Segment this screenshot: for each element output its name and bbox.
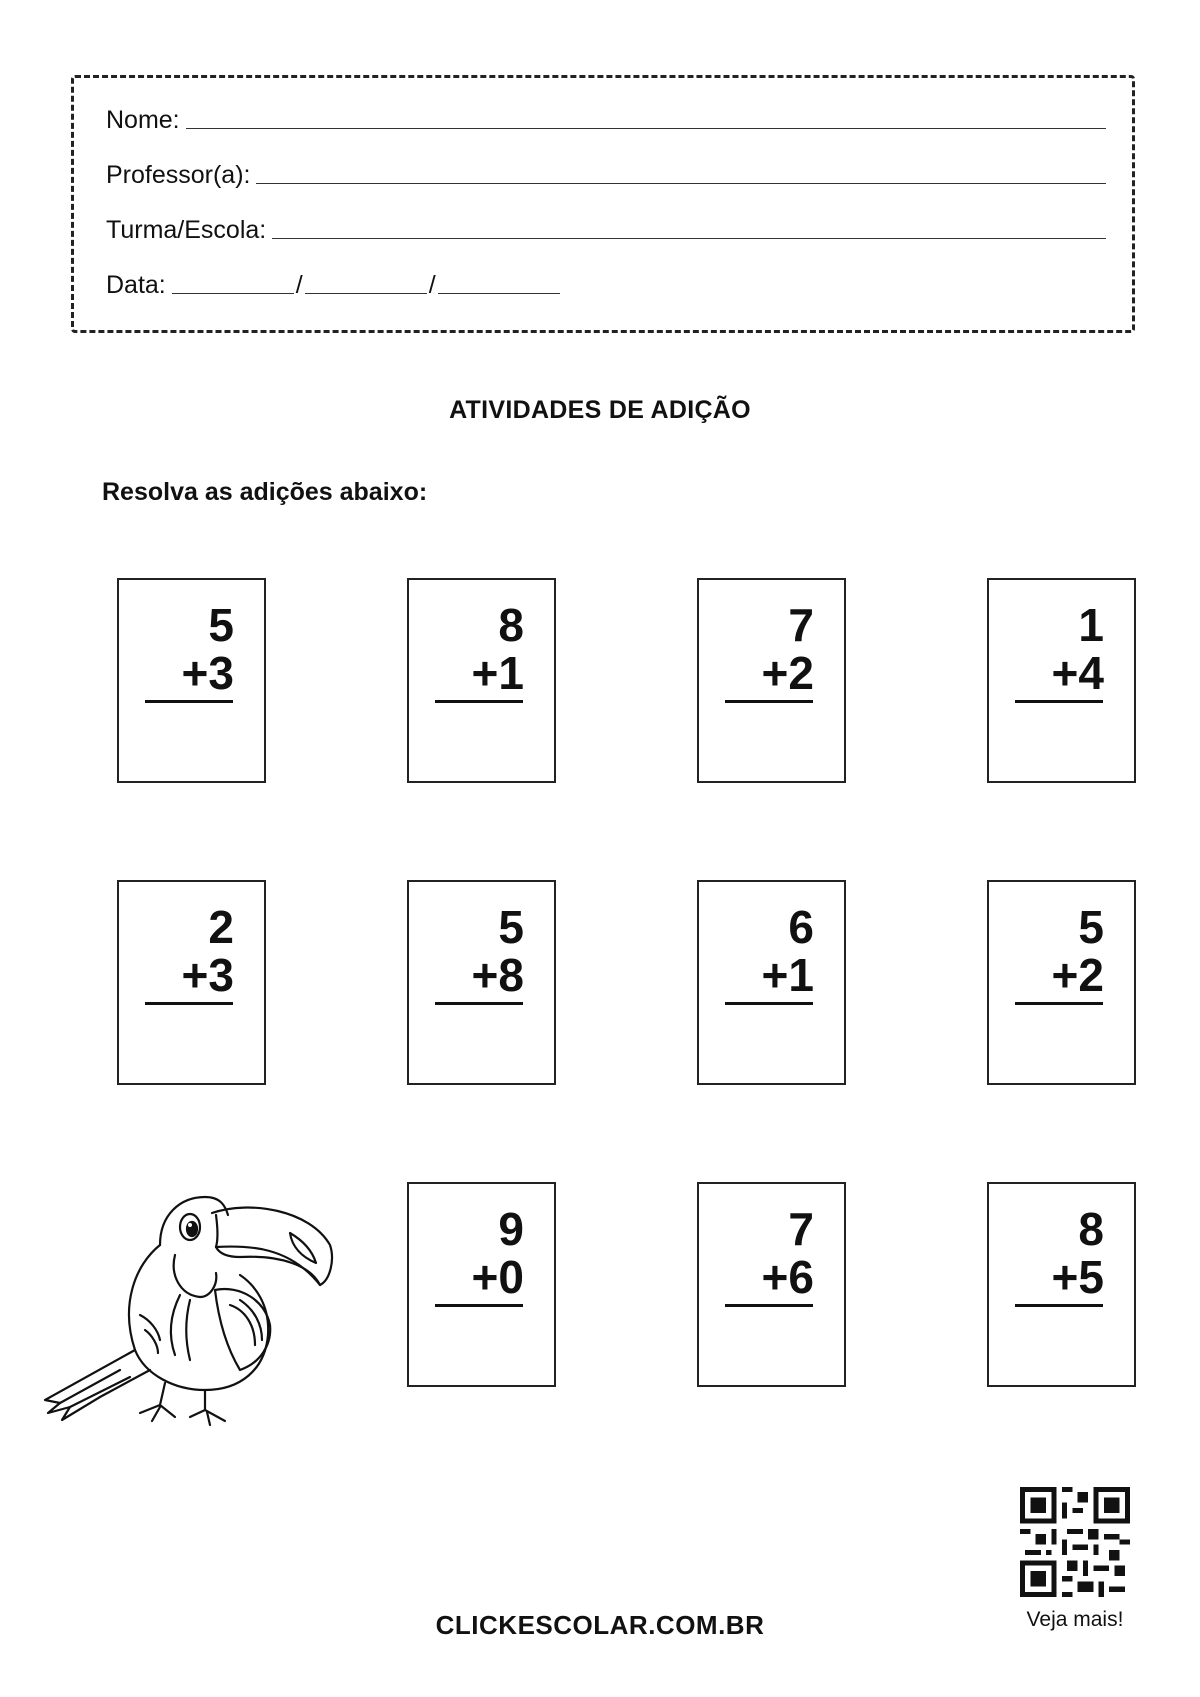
instruction-text: Resolva as adições abaixo: (102, 478, 428, 506)
addend-bottom: +2 (1051, 949, 1104, 1001)
class-field[interactable] (106, 216, 1106, 245)
teacher-label: Professor(a): (106, 161, 251, 189)
teacher-line (256, 182, 1106, 184)
addend-bottom: +1 (471, 647, 524, 699)
sum-line (1015, 700, 1103, 703)
sum-line (725, 1304, 813, 1307)
addend-bottom: +2 (761, 647, 814, 699)
date-label: Data: (106, 271, 166, 299)
addend-bottom: +3 (181, 647, 234, 699)
addend-top: 2 (208, 901, 234, 953)
qr-caption: Veja mais! (1026, 1608, 1124, 1631)
name-label: Nome: (106, 106, 180, 134)
addition-problem[interactable] (697, 1182, 846, 1387)
addition-problem[interactable] (117, 578, 266, 783)
sum-line (725, 1002, 813, 1005)
addend-bottom: +5 (1051, 1251, 1104, 1303)
addition-problem[interactable] (697, 578, 846, 783)
page-title: ATIVIDADES DE ADIÇÃO (449, 396, 751, 424)
addition-problem[interactable] (697, 880, 846, 1085)
addition-problem[interactable] (407, 578, 556, 783)
class-label: Turma/Escola: (106, 216, 267, 244)
addend-bottom: +8 (471, 949, 524, 1001)
name-field[interactable] (106, 106, 1106, 135)
addend-top: 7 (788, 1203, 814, 1255)
addition-problem[interactable] (987, 880, 1136, 1085)
class-line (272, 237, 1106, 239)
addend-top: 8 (498, 599, 524, 651)
addend-bottom: +0 (471, 1251, 524, 1303)
student-info-box (71, 75, 1135, 333)
addend-top: 5 (1078, 901, 1104, 953)
addend-top: 8 (1078, 1203, 1104, 1255)
date-day-line (172, 292, 294, 294)
addend-top: 6 (788, 901, 814, 953)
sum-line (725, 700, 813, 703)
sum-line (1015, 1002, 1103, 1005)
addend-top: 5 (498, 901, 524, 953)
addition-problem[interactable] (987, 578, 1136, 783)
addend-top: 1 (1078, 599, 1104, 651)
addend-bottom: +1 (761, 949, 814, 1001)
footer-website[interactable]: CLICKESCOLAR.COM.BR (435, 1610, 765, 1640)
sum-line (145, 700, 233, 703)
date-separator: / (295, 271, 303, 299)
addend-bottom: +3 (181, 949, 234, 1001)
sum-line (1015, 1304, 1103, 1307)
addend-top: 7 (788, 599, 814, 651)
addition-problem[interactable] (987, 1182, 1136, 1387)
date-field[interactable] (106, 271, 560, 300)
sum-line (145, 1002, 233, 1005)
name-line (186, 127, 1106, 129)
sum-line (435, 1304, 523, 1307)
addend-top: 5 (208, 599, 234, 651)
addition-problem[interactable] (117, 880, 266, 1085)
addition-problem[interactable] (407, 880, 556, 1085)
addition-problem[interactable] (407, 1182, 556, 1387)
toucan-illustration-icon (40, 1185, 350, 1435)
qr-code-icon[interactable] (1020, 1487, 1130, 1597)
teacher-field[interactable] (106, 161, 1106, 190)
date-separator: / (428, 271, 436, 299)
sum-line (435, 700, 523, 703)
addend-bottom: +4 (1051, 647, 1104, 699)
sum-line (435, 1002, 523, 1005)
date-month-line (305, 292, 427, 294)
addend-bottom: +6 (761, 1251, 814, 1303)
addend-top: 9 (498, 1203, 524, 1255)
date-year-line (438, 292, 560, 294)
